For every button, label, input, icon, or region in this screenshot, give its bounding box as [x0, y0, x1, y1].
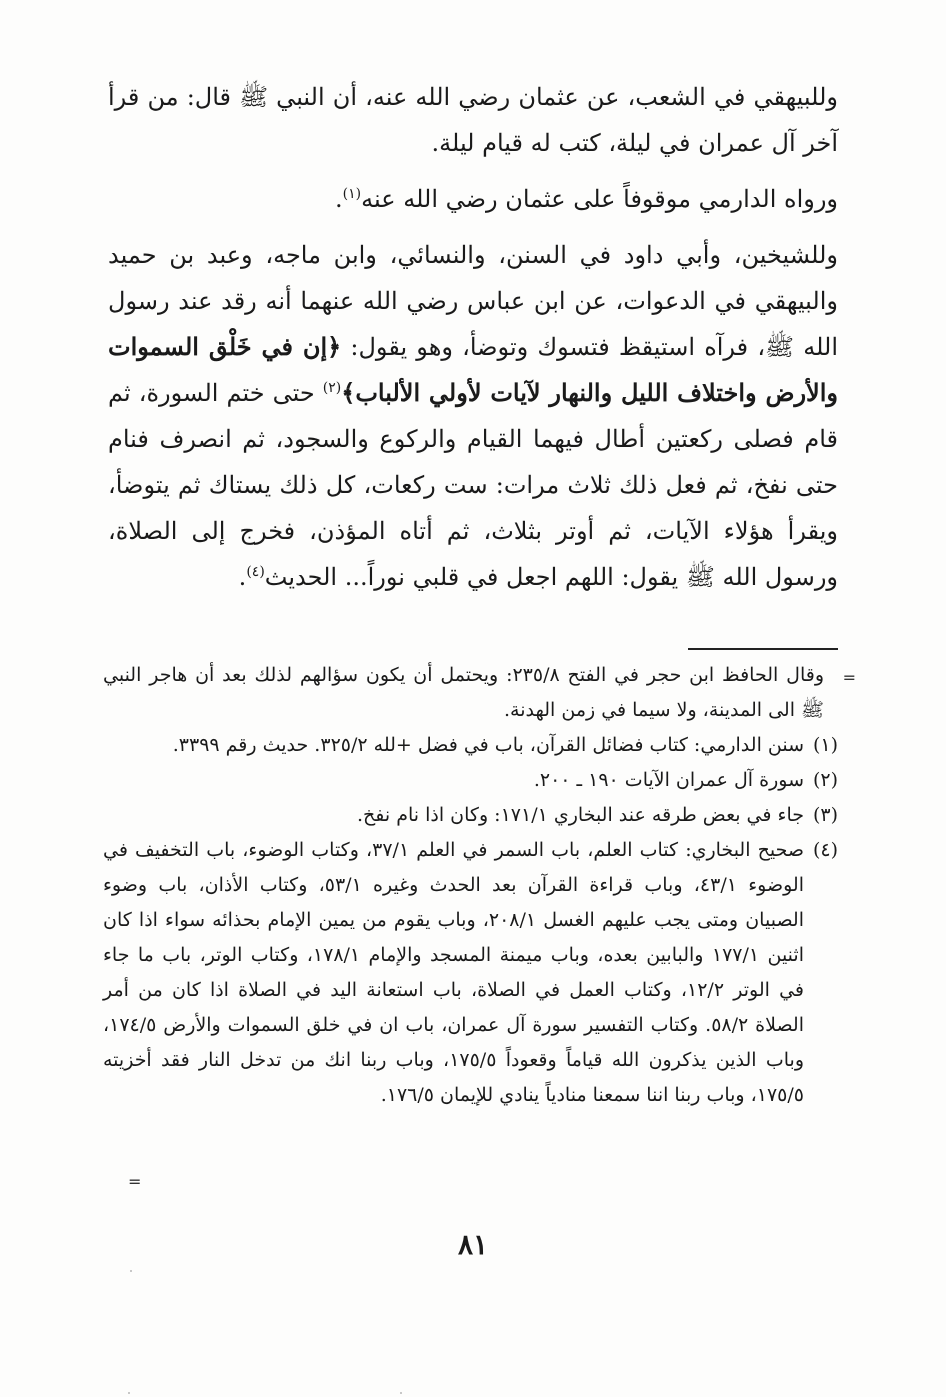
- footnote-3: [103, 798, 838, 833]
- scan-speck: [400, 1392, 402, 1394]
- footnote-ref-2[interactable]: (٢): [322, 380, 342, 396]
- footnote-number: (٢): [812, 769, 838, 791]
- continues-next-page-mark: =: [128, 1172, 142, 1191]
- footnote-continued: [103, 658, 838, 728]
- paragraph-2: [108, 176, 838, 222]
- paragraph-3-end: .: [238, 563, 247, 591]
- scan-speck: [130, 1270, 132, 1272]
- continued-from-previous-mark: =: [842, 668, 856, 687]
- footnote-1: [103, 728, 838, 763]
- footnote-divider: [688, 648, 838, 650]
- quran-verse: ﴿إن في خَلْق السموات والأرض واختلاف الليل والنهار لآيات لأولي الألباب﴾: [108, 332, 838, 407]
- footnote-text: سورة آل عمران الآيات ١٩٠ ـ ٢٠٠.: [533, 769, 804, 791]
- paragraph-2-text: ورواه الدارمي موقوفاً على عثمان رضي الله عنه: [361, 185, 838, 213]
- paragraph-3-text-b: حتى ختم السورة، ثم قام فصلى ركعتين أطال فيهما القيام والركوع والسجود، ثم انصرف فنام حتى نفخ، ثم فعل ذلك ثلاث مرات: ست ركعات، كل ذلك يستاك ثم يتوضأ، ويقرأ هؤلاء الآيات، ثم أوتر بثلاث، ثم أتاه المؤذن، فخرج إلى الصلاة، ورسول الله ﷺ يقول: اللهم اجعل في قلبي نوراً... الحديث: [108, 379, 838, 591]
- footnote-2: [103, 763, 838, 798]
- footnote-number: (٣): [812, 804, 838, 826]
- footnotes: [103, 658, 838, 1113]
- paragraph-2-end: .: [335, 185, 343, 213]
- paragraph-3-text-a: وللشيخين، وأبي داود في السنن، والنسائي، وابن ماجه، وعبد بن حميد والبيهقي في الدعوات، عن ابن عباس رضي الله عنهما أنه رقد عند رسول الله ﷺ، فرآه استيقظ فتسوك وتوضأ، وهو يقول:: [108, 241, 839, 361]
- scan-speck: [128, 1392, 130, 1394]
- footnote-ref-4[interactable]: (٤): [246, 564, 265, 580]
- footnote-ref-1[interactable]: (١): [342, 186, 362, 202]
- paragraph-1-text: وللبيهقي في الشعب، عن عثمان رضي الله عنه، أن النبي ﷺ قال: من قرأ آخر آل عمران في ليلة، كتب له قيام ليلة.: [108, 83, 838, 157]
- main-text: [108, 74, 838, 600]
- footnote-text: جاء في بعض طرقه عند البخاري ١٧١/١: وكان اذا نام نفخ.: [356, 804, 804, 826]
- paragraph-3: [108, 232, 838, 600]
- footnote-text: صحيح البخاري: كتاب العلم، باب السمر في العلم ٣٧/١، وكتاب الوضوء، باب التخفيف في الوضوء ٤٣/١، وباب قراءة القرآن بعد الحدث وغيره ٥٣/١، وكتاب الأذان، باب وضوء الصبيان ومتى يجب عليهم الغسل ٢٠٨/١، وباب يقوم من يمين الإمام بحذائه سواء اذا كان اثنين ١٧٧/١ والبابين بعده، وباب ميمنة المسجد والإمام ١٧٨/١، وكتاب الوتر، باب ما جاء في الوتر ١٢/٢، وكتاب العمل في الصلاة، باب استعانة اليد في الصلاة اذا كان من أمر الصلاة ٥٨/٢. وكتاب التفسير سورة آل عمران، باب ان في خلق السموات والأرض ١٧٤/٥، وباب الذين يذكرون الله قياماً وقعوداً ١٧٥/٥، وباب ربنا انك من تدخل النار فقد أخزيته ١٧٥/٥، وباب ربنا اننا سمعنا منادياً ينادي للإيمان ١٧٦/٥.: [103, 839, 805, 1106]
- footnote-text: سنن الدارمي: كتاب فضائل القرآن، باب في فضل +لله ٣٢٥/٢. حديث رقم ٣٣٩٩.: [172, 734, 804, 756]
- paragraph-1: [108, 74, 838, 166]
- footnote-continued-text: وقال الحافظ ابن حجر في الفتح ٢٣٥/٨: ويحتمل أن يكون سؤالهم لذلك بعد أن هاجر النبي ﷺ الى المدينة، ولا سيما في زمن الهدنة.: [103, 664, 824, 721]
- footnote-4: [103, 833, 838, 1113]
- footnote-number: (٤): [812, 839, 838, 861]
- footnote-number: (١): [812, 734, 838, 756]
- page-number: ٨١: [457, 1228, 489, 1261]
